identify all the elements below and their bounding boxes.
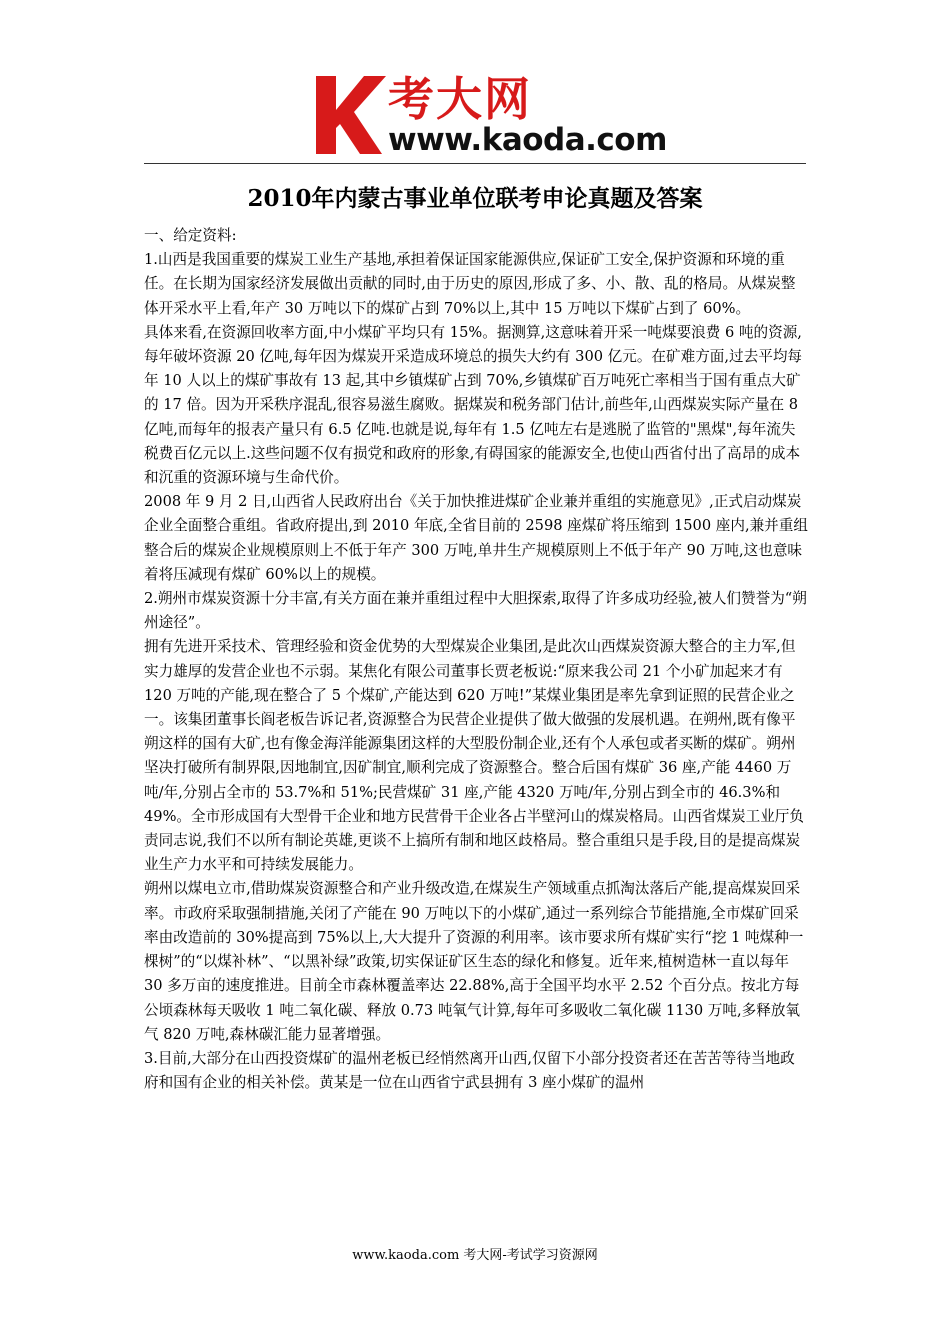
k-logo-icon xyxy=(310,72,388,158)
logo-url-text: www.kaoda.com xyxy=(388,122,667,158)
section-heading: 一、给定资料: xyxy=(144,227,237,244)
header-divider xyxy=(144,163,806,164)
paragraph: 具体来看,在资源回收率方面,中小煤矿平均只有 15%。据测算,这意味着开采一吨煤要浪费 6 吨的资源,每年破坏资源 20 亿吨,每年因为煤炭开采造成环境总的损失大约有 300 亿元。在矿难方面,过去平均每年 10 人以上的煤矿事故有 13 起,其中乡镇煤矿占到 70%,乡镇煤矿百万吨死亡率相当于国有重点大矿的 17 倍。因为开采秩序混乱,很容易滋生腐败。据煤炭和税务部门估计,前些年,山西煤炭实际产量在 8 亿吨,而每年的报表产量只有 6.5 亿吨.也就是说,每年有 1.5 亿吨左右是逃脱了监管的"黑煤",每年流失税费百亿元以上.这些问题不仅有损党和政府的形象,有碍国家的能源安全,也使山西省付出了高昂的成本和沉重的资源环境与生命代价。 xyxy=(144,323,803,487)
paragraph: 3.目前,大部分在山西投资煤矿的温州老板已经悄然离开山西,仅留下小部分投资者还在苦苦等待当地政府和国有企业的相关补偿。黄某是一位在山西省宁武县拥有 3 座小煤矿的温州 xyxy=(144,1049,795,1092)
site-logo[interactable] xyxy=(310,72,667,162)
document-body xyxy=(144,224,809,1095)
paragraph: 1.山西是我国重要的煤炭工业生产基地,承担着保证国家能源供应,保证矿工安全,保护资源和环境的重任。在长期为国家经济发展做出贡献的同时,由于历史的原因,形成了多、小、散、乱的格局。从煤炭整体开采水平上看,年产 30 万吨以下的煤矿占到 70%以上,其中 15 万吨以下煤矿占到了 60%。 xyxy=(144,251,796,317)
paragraph: 2.朔州市煤炭资源十分丰富,有关方面在兼并重组过程中大胆探索,取得了许多成功经验,被人们赞誉为“朔州途径”。 xyxy=(144,590,807,632)
paragraph: 朔州以煤电立市,借助煤炭资源整合和产业升级改造,在煤炭生产领域重点抓淘汰落后产能,提高煤炭回采率。市政府采取强制措施,关闭了产能在 90 万吨以下的小煤矿,通过一系列综合节能措施,全市煤矿回采率由改造前的 30%提高到 75%以上,大大提升了资源的利用率。该市要求所有煤矿实行“挖 1 吨煤种一棵树”的“以煤补林”、“以黑补绿”政策,切实保证矿区生态的绿化和修复。近年来,植树造林一直以每年 30 多万亩的速度推进。目前全市森林覆盖率达 22.88%,高于全国平均水平 2.52 个百分点。按北方每公顷森林每天吸收 1 吨二氧化碳、释放 0.73 吨氧气计算,每年可多吸收二氧化碳 1130 万吨,多释放氧气 820 万吨,森林碳汇能力显著增强。 xyxy=(144,880,804,1043)
paragraph: 拥有先进开采技术、管理经验和资金优势的大型煤炭企业集团,是此次山西煤炭资源大整合的主力军,但实力雄厚的发营企业也不示弱。某焦化有限公司董事长贾老板说:“原来我公司 21 个小矿加起来才有 120 万吨的产能,现在整合了 5 个煤矿,产能达到 620 万吨!”某煤业集团是率先拿到证照的民营企业之一。该集团董事长阎老板告诉记者,资源整合为民营企业提供了做大做强的发展机遇。在朔州,既有像平朔这样的国有大矿,也有像金海洋能源集团这样的大型股份制企业,还有个人承包或者买断的煤矿。朔州坚决打破所有制界限,因地制宜,因矿制宜,顺利完成了资源整合。整合后国有煤矿 36 座,产能 4460 万吨/年,分别占全市的 53.7%和 51%;民营煤矿 31 座,产能 4320 万吨/年,分别占到全市的 46.3%和 49%。全市形成国有大型骨干企业和地方民营骨干企业各占半壁河山的煤炭格局。山西省煤炭工业厅负责同志说,我们不以所有制论英雄,更谈不上搞所有制和地区歧格局。整合重组只是手段,目的是提高煤炭业生产力水平和可持续发展能力。 xyxy=(144,638,804,874)
document-title: 2010年内蒙古事业单位联考申论真题及答案 xyxy=(247,185,703,212)
paragraph: 2008 年 9 月 2 日,山西省人民政府出台《关于加快推进煤矿企业兼并重组的实施意见》,正式启动煤炭企业全面整合重组。省政府提出,到 2010 年底,全省目前的 2598 座煤矿将压缩到 1500 座内,兼并重组整合后的煤炭企业规模原则上不低于年产 300 万吨,单井生产规模原则上不低于年产 90 万吨,这也意味着将压减现有煤矿 60%以上的规模。 xyxy=(144,493,808,583)
page-footer: www.kaoda.com 考大网-考试学习资源网 xyxy=(352,1248,598,1263)
logo-chinese-text: 考大网 xyxy=(388,72,532,126)
